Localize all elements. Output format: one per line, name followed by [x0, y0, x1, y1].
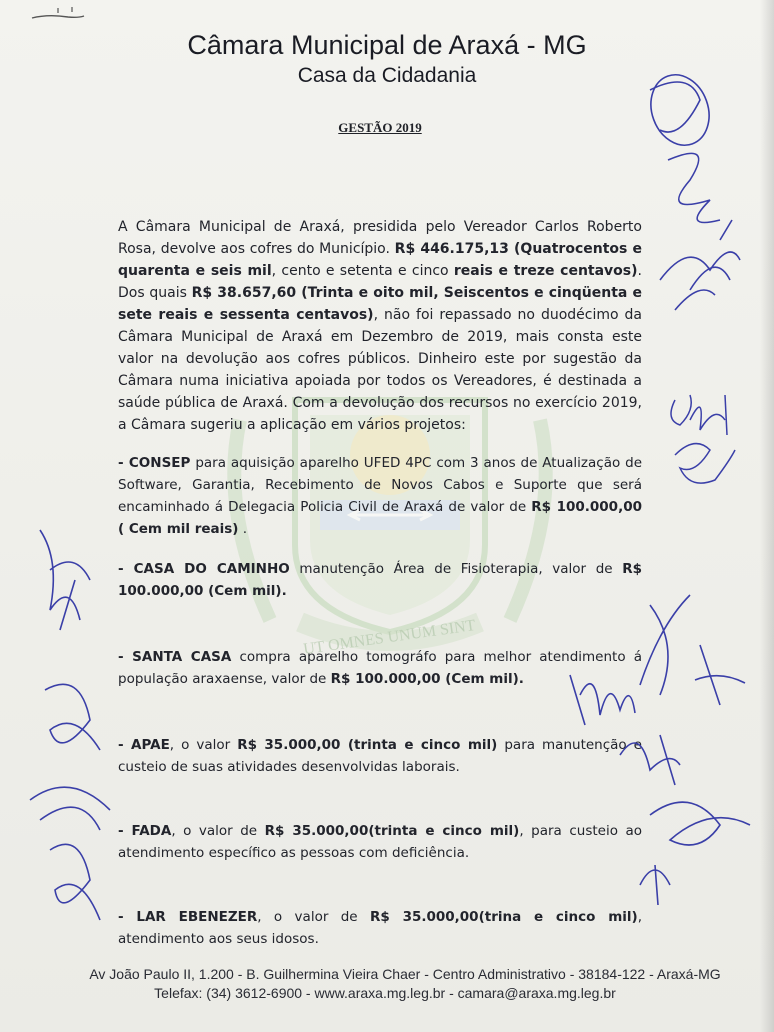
section-heading: GESTÃO 2019 [338, 120, 422, 135]
watermark-motto: UT OMNES UNUM SINT [302, 617, 477, 659]
item-value: R$ 100.000,00 (Cem mil). [118, 561, 642, 599]
item-text: , o valor de [171, 823, 265, 839]
intro-amount: R$ 446.175,13 (Quatrocentos e quarenta e seis mil [118, 241, 642, 279]
intro-text-1: A Câmara Municipal de Araxá, presidida pelo Vereador Carlos Roberto Rosa, devolve aos cofres do Município. [118, 219, 642, 257]
chamber-title: Câmara Municipal de Araxá - MG [187, 30, 587, 60]
item-value: R$ 35.000,00(trina e cinco mil) [370, 909, 638, 925]
item-tail: . [238, 521, 248, 537]
signature-right-bottom [560, 585, 760, 905]
intro-retained-amount: R$ 38.657,60 (Trinta e oito mil, Seiscentos e cinqüenta e sete reais e sessenta centavos) [118, 285, 643, 323]
item-text: manutenção Área de Fisioterapia, valor de [289, 561, 623, 577]
intro-amount-cents: reais e treze centavos) [453, 263, 638, 279]
item-name: - CASA DO CAMINHO [118, 561, 290, 577]
item-value: R$ 100.000,00 (Cem mil). [330, 671, 524, 687]
item-tail: , para custeio ao atendimento específico as pessoas com deficiência. [118, 823, 643, 861]
item-name: - FADA [118, 823, 172, 839]
item-value: R$ 35.000,00(trinta e cinco mil) [264, 823, 520, 839]
item-name: - SANTA CASA [118, 649, 232, 665]
footer-address: Av João Paulo II, 1.200 - B. Guilhermina Vieira Chaer - Centro Administrativo - 38184-122 - Araxá-MG [89, 966, 721, 982]
signature-right-middle [655, 380, 750, 500]
intro-text-3: . Dos quais [118, 263, 642, 301]
signature-left [20, 520, 130, 940]
item-tail: , atendimento aos seus idosos. [118, 909, 642, 947]
footer-contact: Telefax: (34) 3612-6900 - www.araxa.mg.leg.br - camara@araxa.mg.leg.br [154, 985, 616, 1001]
item-name: - CONSEP [118, 455, 191, 471]
item-text: , o valor [169, 737, 238, 753]
item-name: - LAR EBENEZER [118, 909, 258, 925]
item-value: R$ 100.000,00 ( Cem mil reais) [118, 499, 642, 537]
page-edge-shadow [760, 0, 774, 1032]
pen-mark [28, 4, 88, 28]
intro-text-2: , cento e setenta e cinco [271, 263, 454, 279]
item-text: compra aparelho tomográfo para melhor atendimento á população araxaense, valor de [118, 649, 643, 687]
intro-text-4: , não foi repassado no duodécimo da Câmara Municipal de Araxá em Dezembro de 2019, mais consta este valor na devolução aos cofres públicos. Dinheiro este por sugestão da Câmara numa iniciativa apoiada por todos os Vereadores, é destinada a saúde pública de Araxá. Com a devolução dos recursos no exercício 2019, a Câmara sugeriu a aplicação em vários projetos: [118, 307, 642, 433]
item-text: para aquisição aparelho UFED 4PC com 3 anos de Atualização de Software, Garantia, Recebimento de Novos Cabos e Suporte que será encaminhado á Delegacia Policia Civil de Araxá de valor de [118, 455, 643, 515]
list-item-consep [118, 452, 642, 540]
item-text: , o valor de [257, 909, 370, 925]
list-item-lar-ebenezer [118, 906, 642, 950]
item-tail: para manutenção e custeio de suas atividades desenvolvidas laborais. [118, 737, 642, 775]
intro-paragraph [118, 216, 642, 436]
item-value: R$ 35.000,00 (trinta e cinco mil) [237, 737, 498, 753]
chamber-subtitle: Casa da Cidadania [297, 64, 477, 87]
signature-right-top [620, 40, 760, 330]
item-name: - APAE [118, 737, 170, 753]
